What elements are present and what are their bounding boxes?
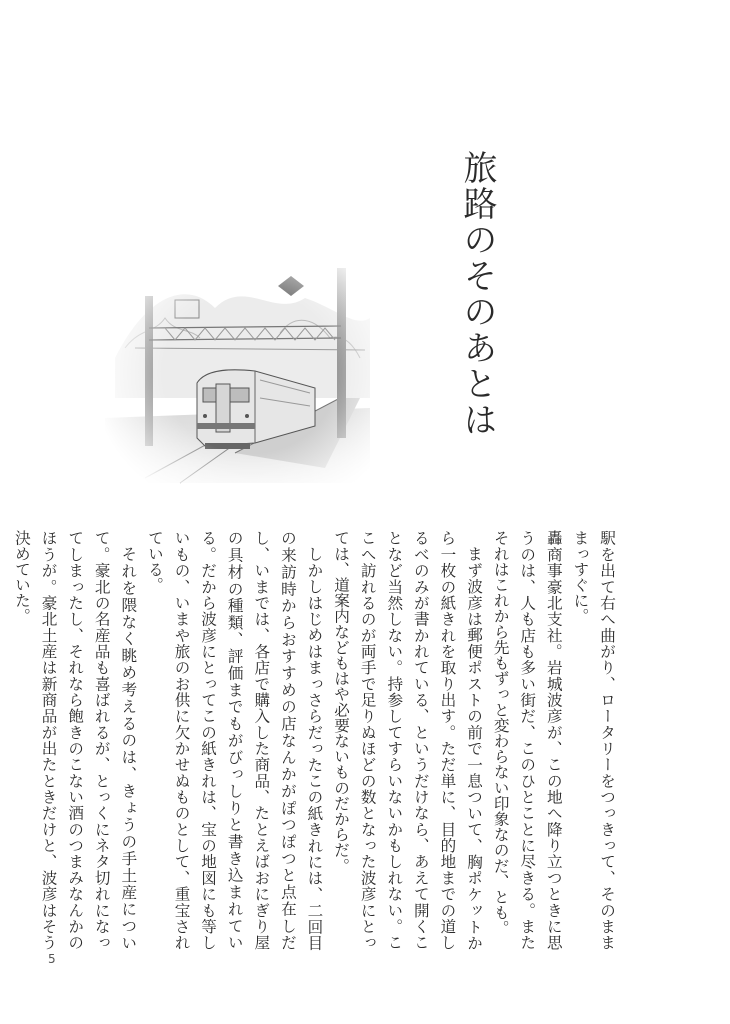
paragraph: 駅を出て右へ曲がり、ロータリーをつっきって、そのまままっすぐに。 [571, 530, 616, 950]
paragraph: それを隈なく眺め考えるのは、きょうの手土産について。豪北の名産品も喜ばれるが、とっくにネタ切れになってしまったし、それなら飽きのこない酒のつまみなんかのほうが。豪北土産は新商品が出たときだけと、波彦はそう決めていた。 [12, 530, 138, 950]
page-number: 5 [48, 952, 56, 966]
body-text [12, 530, 620, 950]
paragraph: しかしはじめはまっさらだったこの紙きれには、二回目の来訪時からおすすめの店なんかがぽつぽつと点在しだし、いまでは、各店で購入した商品、たとえばおにぎり屋の具材の種類、評価までもがびっしりと書き込まれている。だから波彦にとってこの紙きれは、宝の地図にも等しいもの、いまや旅のお供に欠かせぬものとして、重宝されている。 [145, 530, 324, 950]
train-station-illustration [105, 238, 370, 483]
paragraph: まず波彦は郵便ポストの前で一息ついて、胸ポケットから一枚の紙きれを取り出す。ただ単に、目的地までの道しるべのみが書かれている、というだけなら、あえて開くことなど当然しない。持参してすらいないかもしれない。ここへ訪れるのが両手で足りぬほどの数となった波彦にとっては、道案内などもはや必要ないものだからだ。 [332, 530, 484, 950]
chapter-title: 旅路のそのあとは [457, 150, 497, 438]
paragraph: 轟商事豪北支社。岩城波彦が、この地へ降り立つときに思うのは、人も店も多い街だ、このひとことに尽きる。またそれはこれから先もずっと変わらない印象なのだ、とも。 [491, 530, 563, 950]
